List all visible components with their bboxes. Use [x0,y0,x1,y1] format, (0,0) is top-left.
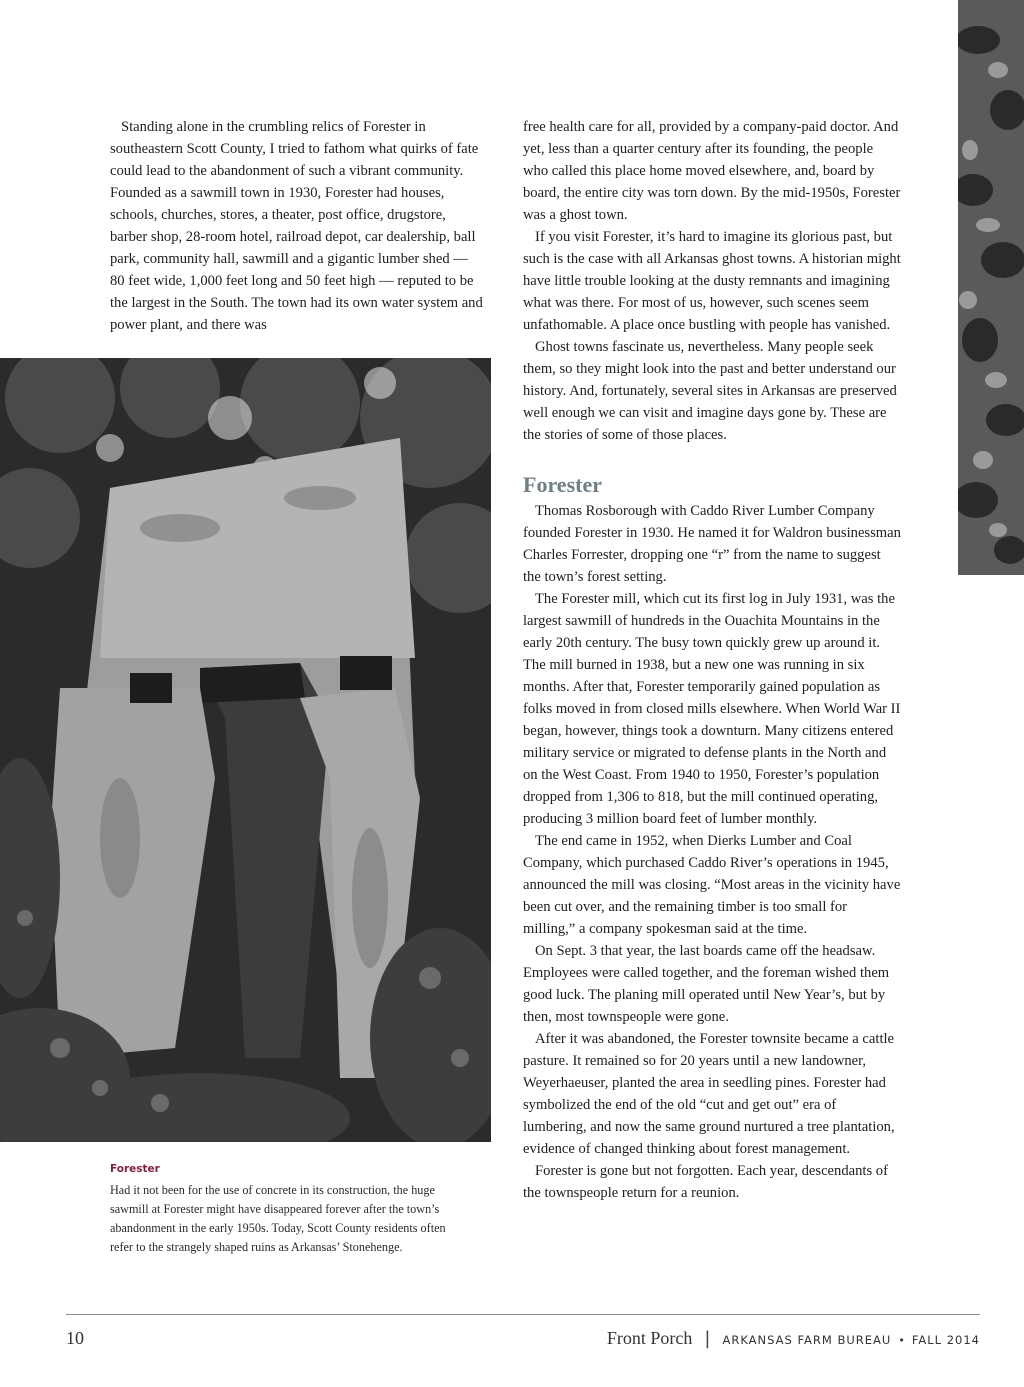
body-paragraph: Ghost towns fascinate us, nevertheless. Many people seek them, so they might look into the past and better understand our history. And, fortunately, several sites in Arkansas are preserved well enough we can visit and imagine days gone by. These are the stories of some of those places. [523,339,897,443]
left-text-column [110,116,486,336]
body-paragraph: If you visit Forester, it’s hard to imagine its glorious past, but such is the case with all Arkansas ghost towns. A historian might have little trouble looking at the dusty remnants and imagining what was there. For most of us, however, such scenes seem unfathomable. A place once bustling with people has vanished. [523,229,901,333]
right-text-column [523,116,901,1204]
caption-title: Forester [110,1163,160,1175]
continued-paragraph: free health care for all, provided by a company-paid doctor. And yet, less than a quarter century after its founding, the people who called this place home moved elsewhere, and, board by board, the entire city was torn down. By the mid-1950s, Forester was a ghost town. [523,119,901,223]
page-number: 10 [66,1328,84,1348]
bullet-icon: • [898,1334,905,1347]
facing-page-photo-strip [958,0,1024,575]
footer-separator: | [704,1328,711,1349]
body-paragraph: Forester is gone but not forgotten. Each year, descendants of the townspeople return for a reunion. [523,1163,888,1201]
body-paragraph: Standing alone in the crumbling relics of Forester in southeastern Scott County, I tried to fathom what quirks of fate could lead to the abandonment of such a vibrant community. Founded as a sawmill town in 1930, Forester had houses, schools, churches, stores, a theater, post office, drugstore, barber shop, 28-room hotel, railroad depot, car dealership, ball park, community hall, sawmill and a gigantic lumber shed — 80 feet wide, 1,000 feet long and 50 feet high — reputed to be the largest in the South. The town had its own water system and power plant, and there was [110,119,483,333]
body-paragraph: The end came in 1952, when Dierks Lumber and Coal Company, which purchased Caddo River’s operations in 1945, announced the mill was closing. “Most areas in the vicinity have been cut over, and the remaining timber is too small for milling,” a company spokesman said at the time. [523,833,901,937]
issue-label: FALL 2014 [911,1333,980,1347]
body-paragraph: On Sept. 3 that year, the last boards came off the headsaw. Employees were called together, and the foreman wished them good luck. The planing mill operated until New Year’s, but by then, most townspeople were gone. [523,943,890,1025]
body-paragraph: Thomas Rosborough with Caddo River Lumber Company founded Forester in 1930. He named it for Waldron businessman Charles Forrester, dropping one “r” from the name to suggest the town’s forest setting. [523,503,901,585]
caption-text: Had it not been for the use of concrete in its construction, the huge sawmill at Forester might have disappeared forever after the town’s abandonment in the early 1950s. Today, Scott County residents often refer to the strangely shaped ruins as Arkansas’ Stonehenge. [110,1183,446,1254]
magazine-name: Front Porch [606,1328,693,1348]
photo-caption [110,1163,470,1257]
footer-masthead [607,1328,980,1349]
forester-ruins-photo [0,358,491,1142]
body-paragraph: After it was abandoned, the Forester townsite became a cattle pasture. It remained so for 20 years until a new landowner, Weyerhaeuser, planted the area in seedling pines. Forester had symbolized the end of the old “cut and get out” era of lumbering, and now the same ground nurtured a tree plantation, evidence of changed thinking about forest management. [523,1031,895,1157]
body-paragraph: The Forester mill, which cut its first log in July 1931, was the largest sawmill of hundreds in the Ouachita Mountains in the early 20th century. The busy town quickly grew up around it. The mill burned in 1938, but a new one was running in six months. After that, Forester temporarily gained population as folks moved in from closed mills elsewhere. When World War II began, however, things took a downturn. Many citizens entered military service or migrated to defense plants in the North and on the West Coast. From 1940 to 1950, Forester’s population dropped from 1,306 to 818, but the mill continued operating, producing 3 million board feet of lumber monthly. [523,591,901,827]
section-heading: Forester [523,472,602,497]
footer-rule [66,1314,980,1315]
organization-name: ARKANSAS FARM BUREAU [722,1333,892,1347]
